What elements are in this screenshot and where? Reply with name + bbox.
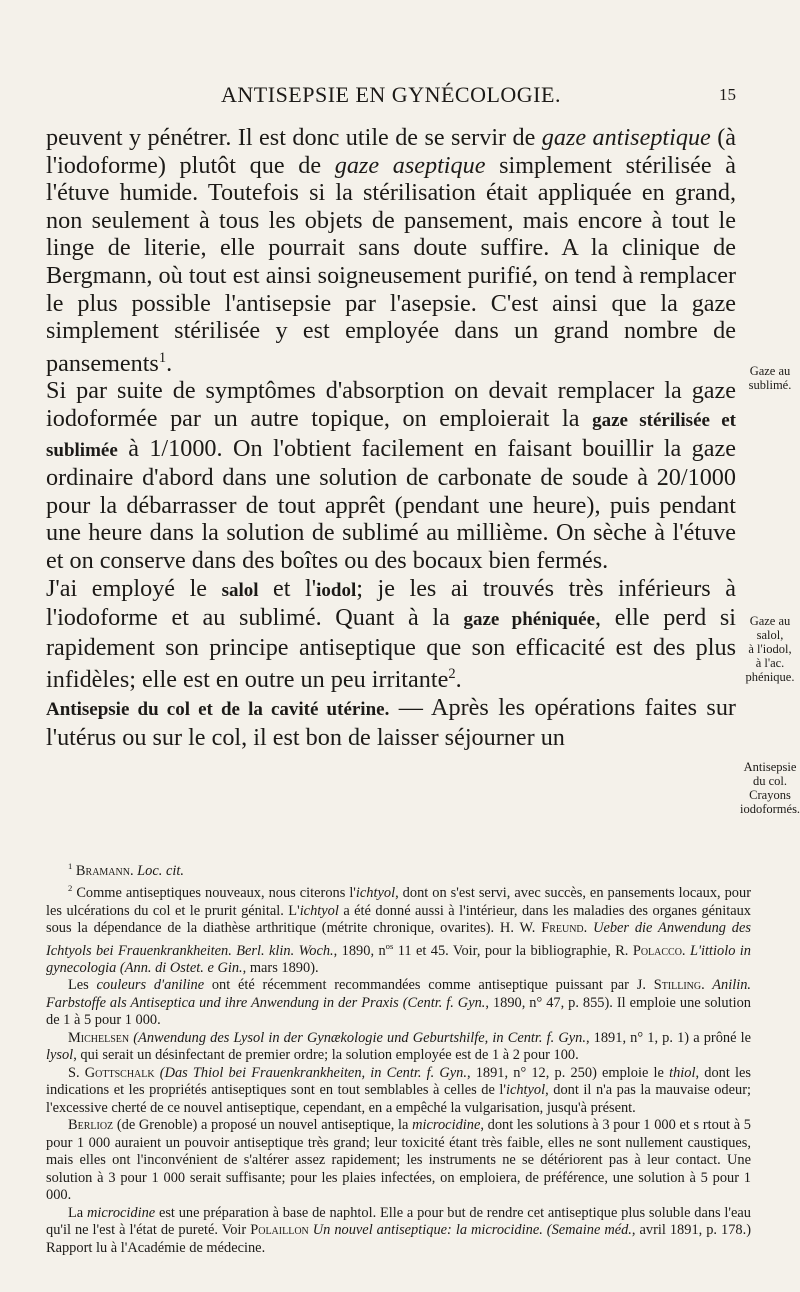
footnote-2-naphtol: La microcidine est une préparation à base de naphtol. Elle a pour but de rendre cet antiseptique plus soluble dans l'eau qu'il ne l'est à l'état de pureté. Voir Polaillon Un nouvel antiseptique: la microcidine. (Semaine méd., avril 1891, p. 178.) Rapport lu à l'Académie de médecine.	[46, 1204, 751, 1256]
footnote-ref-2: 2	[448, 666, 456, 683]
footnote-2-microcidine: Berlioz (de Grenoble) a proposé un nouvel antiseptique, la microcidine, dont les solutions à 3 pour 1 000 et s rtout à 5 pour 1 000 auraient un pouvoir antiseptique très grand; leur toxicité étant très faible, elles ne sont nullement caustiques, mais elles ont l'inconvénient de s'altérer assez rapidement; les instruments ne se détériorent pas à leur contact. Une solution à 3 pour 1 000 serait suffisante; pour les plaies infectées, on emploiera, de préférence, une solution à 5 pour 1 000.	[46, 1117, 751, 1204]
footnote-2-thiol: S. Gottschalk (Das Thiol bei Frauenkrankheiten, in Centr. f. Gyn., 1891, n° 12, p. 250) emploie le thiol, dont les indications et les propriétés antiseptiques sont en tout semblables à celles de l'ichtyol, dont il n'a pas la mauvaise odeur; l'excessive cherté de ce nouvel antiseptique, cependant, en a empêché la vulgarisation, jusqu'à présent.	[46, 1064, 752, 1116]
footnote-1: $^1$ Bramann. Loc. cit.	[68, 861, 184, 879]
paragraph-2: Si par suite de symptômes d'absorption on devait remplacer la gaze iodoformée par un autre topique, on emploierait la gaze stérilisée et sublimée à 1/1000. On l'obtient facilement en faisant bouillir la gaze ordinaire d'abord dans une solution de carbonate de soude à 20/1000 pour la débarrasser de tout apprêt (pendant une heure), puis pendant une heure dans la solution de sublimé au millième. On sèche à l'étuve et on conserve dans des boîtes ou des bocaux bien fermés.	[46, 377, 736, 574]
footnote-2-aniline: Les couleurs d'aniline ont été récemment recommandées comme antiseptique puissant par J. Stilling. Anilin. Farbstoffe als Antiseptica und ihre Anwendung in der Praxis (Centr. f. Gyn., 1890, n° 47, p. 855). Il emploie une solution de 1 à 5 pour 1 000.	[46, 977, 751, 1029]
main-text	[46, 124, 736, 751]
running-title: ANTISEPSIE EN GYNÉCOLOGIE.	[221, 82, 561, 107]
margin-note-gaze-sublime: Gaze au sublimé.	[748, 364, 792, 392]
page-header	[46, 82, 736, 112]
paragraph-4: Antisepsie du col et de la cavité utérine. — Après les opérations faites sur l'utérus ou sur le col, il est bon de laisser séjourner un	[46, 694, 736, 751]
footnote-2-lysol: Michelsen (Anwendung des Lysol in der Gynækologie und Geburtshilfe, in Centr. f. Gyn., 1891, n° 1, p. 1) a prôné le lysol, qui serait un désinfectant de premier ordre; la solution employée est de 1 à 2 pour 100.	[46, 1029, 751, 1064]
footnote-ref-1: 1	[158, 349, 167, 366]
footnotes	[46, 858, 751, 1257]
page-number: 15	[719, 85, 736, 104]
margin-note-gaze-salol: Gaze au salol, à l'iodol, à l'ac. phénique.	[745, 614, 795, 684]
section-heading: Antisepsie du col et de la cavité utérine.	[46, 699, 390, 720]
paragraph-3: J'ai employé le salol et l'iodol; je les ai trouvés très inférieurs à l'iodoforme et au sublimé. Quant à la gaze phéniquée, elle perd si rapidement son principe antiseptique que son efficacité est des plus infidèles; elle est en outre un peu irritante$^2$.	[46, 574, 736, 694]
paragraph-1: peuvent y pénétrer. Il est donc utile de se servir de gaze antiseptique (à l'iodoforme) plutôt que de gaze aseptique simplement stérilisée à l'étuve humide. Toutefois si la stérilisation était appliquée en grand, non seulement à tous les objets de pansement, mais encore à tout le linge de literie, elle pourrait sans doute suffire. A la clinique de Bergmann, où tout est ainsi soigneusement purifié, on tend à remplacer le plus possible l'antisepsie par l'asepsie. C'est ainsi que la gaze simplement stérilisée y est employée dans un grand nombre de pansements$^1$.	[46, 124, 736, 377]
margin-note-antisepsie-col: Antisepsie du col. Crayons iodoformés.	[740, 760, 800, 816]
footnote-2: $^2$ Comme antiseptiques nouveaux, nous citerons l'ichtyol, dont on s'est servi, avec succès, en pansements locaux, pour les ulcérations du col et le prurit génital. L'ichtyol a été donné aussi à l'intérieur, dans les maladies des organes génitaux sous la dépendance de la diathèse arthritique (métrite chronique, ovarites). H. W. Freund. Ueber die Anwendung des Ichtyols bei Frauenkrankheiten. Berl. klin. Woch., 1890, $n^{os}$ 11 et 45. Voir, pour la bibliographie, R. Polacco. L'ittiolo in gynecologia (Ann. di Ostet. e Gin., mars 1890).	[46, 883, 752, 976]
